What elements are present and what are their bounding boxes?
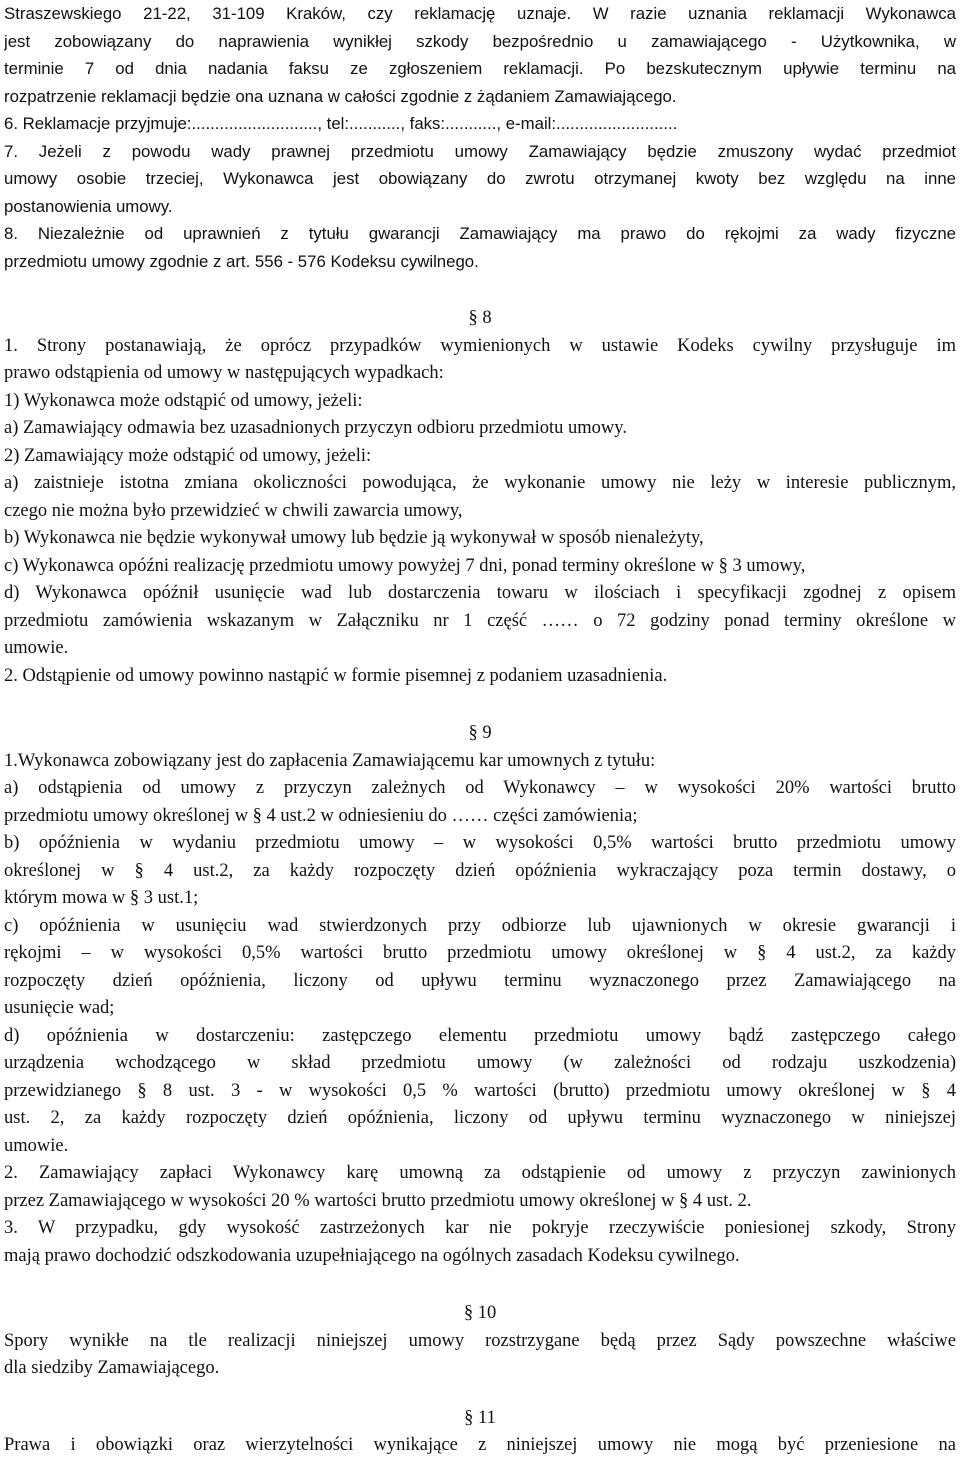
text-line: b) Wykonawca nie będzie wykonywał umowy lub będzie ją wykonywał w sposób nienależyty,: [4, 528, 704, 548]
section-11: [4, 1405, 956, 1460]
text-line: którym mowa w § 3 ust.1;: [4, 888, 199, 908]
text-line: 2. Odstąpienie od umowy powinno nastąpić w formie pisemnej z podaniem uzasadnienia.: [4, 665, 668, 686]
text-line: przedmiotu umowy zgodnie z art. 556 - 576 Kodeksu cywilnego.: [4, 251, 479, 271]
text-line: c) opóźnienia w usunięciu wad stwierdzonych przy odbiorze lub ujawnionych w okresie gwarancji i: [4, 915, 956, 936]
section-heading: § 11: [464, 1407, 496, 1428]
text-line: 3. W przypadku, gdy wysokość zastrzeżonych kar nie pokryje rzeczywiście poniesionej szkody, Strony: [4, 1218, 956, 1238]
text-line: czego nie można było przewidzieć w chwili zawarcia umowy,: [4, 500, 463, 521]
text-line: 1. Strony postanawiają, że oprócz przypadków wymienionych w ustawie Kodeks cywilny przysługuje im: [4, 335, 956, 356]
section-heading: § 10: [463, 1303, 497, 1323]
text-line: Prawa i obowiązki oraz wierzytelności wynikające z niniejszej umowy nie mogą być przeniesione na: [4, 1435, 956, 1455]
text-line: d) opóźnienia w dostarczeniu: zastępczego elementu przedmiotu umowy bądź zastępczego całego: [4, 1025, 956, 1046]
text-line: rękojmi – w wysokości 0,5% wartości brutto przedmiotu umowy określonej w § 4 ust.2, za każdy: [4, 943, 956, 963]
section-8: [4, 305, 956, 690]
text-line: 2) Zamawiający może odstąpić od umowy, jeżeli:: [4, 445, 372, 466]
section-9: [4, 720, 956, 1270]
text-line: 7. Jeżeli z powodu wady prawnej przedmiotu umowy Zamawiający będzie zmuszony wydać przedmiot: [4, 141, 956, 161]
text-line: określonej w § 4 ust.2, za każdy rozpoczęty dzień opóźnienia wykraczający poza termin dostawy, o: [4, 860, 956, 881]
text-line: rozpatrzenie reklamacji będzie ona uznana w całości zgodnie z żądaniem Zamawiającego.: [4, 86, 677, 106]
text-line: prawo odstąpienia od umowy w następujących wypadkach:: [4, 363, 444, 383]
text-line: 6. Reklamacje przyjmuje:..........................., tel:..........., faks:..........., e-mail:..........................: [4, 114, 678, 133]
text-line: a) odstąpienia od umowy z przyczyn zależnych od Wykonawcy – w wysokości 20% wartości brutto: [4, 778, 956, 798]
text-line: a) zaistnieje istotna zmiana okoliczności powodująca, że wykonanie umowy nie leży w interesie publicznym,: [4, 473, 956, 493]
text-line: dla siedziby Zamawiającego.: [4, 1358, 220, 1378]
text-line: jest zobowiązany do naprawienia wynikłej szkody bezpośrednio u zamawiającego - Użytkownika, w: [4, 31, 956, 51]
text-line: umowie.: [4, 638, 69, 658]
section-heading: § 9: [468, 723, 492, 743]
document-page: [4, 0, 956, 1460]
text-line: c) Wykonawca opóźni realizację przedmiotu umowy powyżej 7 dni, ponad terminy określone w § 3 umowy,: [4, 555, 806, 576]
text-line: d) Wykonawca opóźnił usunięcie wad lub dostarczenia towaru w ilościach i specyfikacji zgodnej z opisem: [4, 583, 956, 603]
text-line: 1) Wykonawca może odstąpić od umowy, jeżeli:: [4, 390, 363, 411]
text-line: 8. Niezależnie od uprawnień z tytułu gwarancji Zamawiający ma prawo do rękojmi za wady fizyczne: [4, 224, 956, 243]
text-line: urządzenia wchodzącego w skład przedmiotu umowy (w zależności od rodzaju uszkodzenia): [4, 1053, 956, 1073]
text-line: przedmiotu umowy określonej w § 4 ust.2 w odniesieniu do …… części zamówienia;: [4, 805, 638, 826]
text-line: Spory wynikłe na tle realizacji niniejszej umowy rozstrzygane będą przez Sądy powszechne właściwe: [4, 1330, 956, 1351]
text-line: b) opóźnienia w wydaniu przedmiotu umowy – w wysokości 0,5% wartości brutto przedmiotu umowy: [4, 833, 956, 853]
text-line: ust. 2, za każdy rozpoczęty dzień opóźnienia, liczony od upływu terminu wyznaczonego w niniejszej: [4, 1108, 956, 1128]
text-line: 1.Wykonawca zobowiązany jest do zapłacenia Zamawiającemu kar umownych z tytułu:: [4, 750, 656, 771]
text-line: Straszewskiego 21-22, 31-109 Kraków, czy reklamację uznaje. W razie uznania reklamacji Wykonawca: [4, 4, 956, 23]
text-line: usunięcie wad;: [4, 998, 115, 1018]
text-line: umowy osobie trzeciej, Wykonawca jest obowiązany do zwrotu otrzymanej kwoty bez względu na inne: [4, 169, 956, 188]
section-heading: § 8: [468, 308, 492, 328]
text-line: terminie 7 od dnia nadania faksu ze zgłoszeniem reklamacji. Po bezskutecznym upływie terminu na: [4, 59, 956, 78]
section-10: [4, 1300, 956, 1383]
text-line: umowie.: [4, 1135, 69, 1156]
top-paragraphs: [4, 0, 956, 275]
text-line: przez Zamawiającego w wysokości 20 % wartości brutto przedmiotu umowy określonej w § 4 ust. 2.: [4, 1190, 752, 1211]
text-line: postanowienia umowy.: [4, 196, 173, 216]
text-line: przedmiotu zamówienia wskazanym w Załączniku nr 1 część …… o 72 godziny ponad terminy określone w: [4, 610, 956, 631]
text-line: mają prawo dochodzić odszkodowania uzupełniającego na ogólnych zasadach Kodeksu cywilnego.: [4, 1245, 740, 1266]
text-line: 2. Zamawiający zapłaci Wykonawcy karę umowną za odstąpienie od umowy z przyczyn zawinionych: [4, 1163, 956, 1183]
text-line: a) Zamawiający odmawia bez uzasadnionych przyczyn odbioru przedmiotu umowy.: [4, 418, 627, 438]
text-line: przewidzianego § 8 ust. 3 - w wysokości 0,5 % wartości (brutto) przedmiotu umowy określonej w § 4: [4, 1080, 956, 1101]
text-line: rozpoczęty dzień opóźnienia, liczony od upływu terminu wyznaczonego przez Zamawiającego na: [4, 970, 956, 991]
